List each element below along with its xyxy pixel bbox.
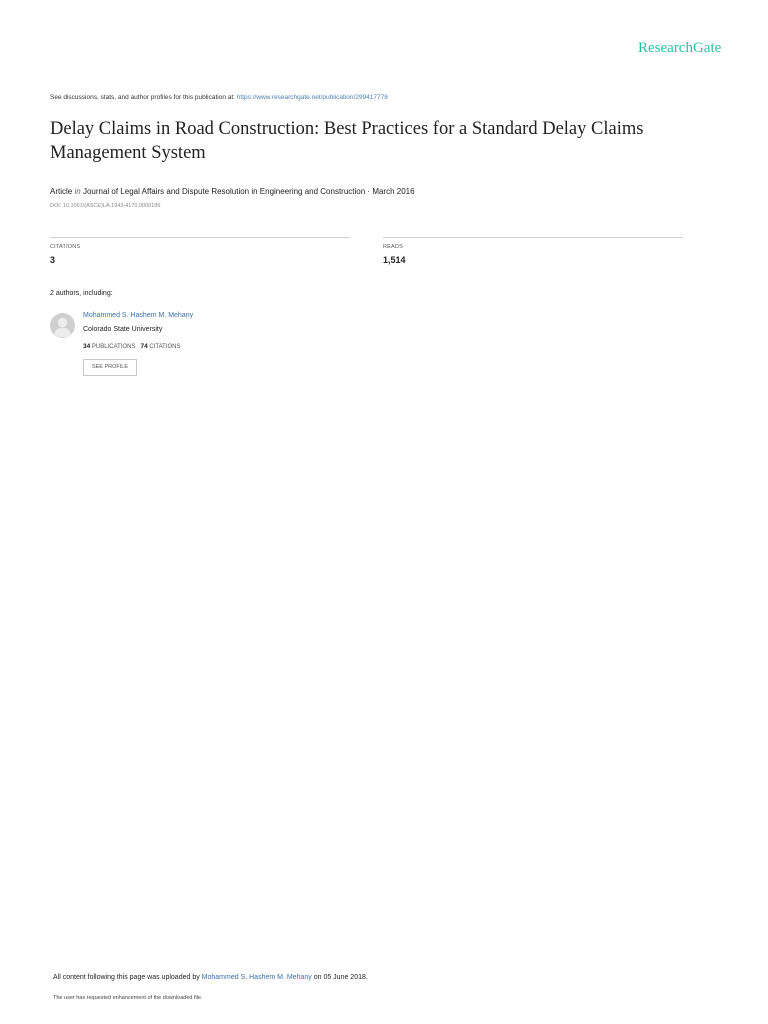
discussion-line <box>50 94 388 101</box>
see-profile-button[interactable]: SEE PROFILE <box>83 359 137 376</box>
author-avatar[interactable] <box>50 313 75 338</box>
upload-prefix: All content following this page was uploaded by <box>53 974 202 981</box>
reads-label: READS <box>383 244 403 250</box>
author-stats <box>83 343 181 350</box>
author-name-link[interactable]: Mohammed S. Hashem M. Mehany <box>83 312 194 319</box>
author-publications-label: PUBLICATIONS <box>91 344 136 350</box>
author-publications-count: 34 <box>83 343 91 350</box>
citations-value: 3 <box>50 255 56 265</box>
discussion-text: See discussions, stats, and author profiles for this publication at: <box>50 94 237 101</box>
article-type: Article <box>50 187 73 196</box>
citations-divider <box>50 237 350 238</box>
citations-label: CITATIONS <box>50 244 81 250</box>
authors-heading: 2 authors, including: <box>50 290 113 297</box>
publication-meta <box>50 187 415 196</box>
author-citations-label: CITATIONS <box>149 344 181 350</box>
person-icon <box>50 313 75 338</box>
in-word: in <box>74 187 81 196</box>
doi: DOI: 10.1061/(ASCE)LA.1943-4170.0000186 <box>50 203 161 209</box>
date-separator: · <box>365 187 373 196</box>
reads-divider <box>383 237 683 238</box>
publication-url-link[interactable]: https://www.researchgate.net/publication/299417778 <box>236 94 388 101</box>
journal-name: Journal of Legal Affairs and Dispute Resolution in Engineering and Construction <box>82 187 366 196</box>
uploader-link[interactable]: Mohammed S. Hashem M. Mehany <box>201 974 312 981</box>
publication-date: March 2016 <box>372 187 415 196</box>
publication-title: Delay Claims in Road Construction: Best Practices for a Standard Delay Claims Management System <box>50 119 644 163</box>
enhancement-note: The user has requested enhancement of the downloaded file. <box>53 995 203 1001</box>
reads-value: 1,514 <box>383 255 406 265</box>
upload-note <box>53 974 368 981</box>
upload-suffix: on 05 June 2018. <box>311 974 368 981</box>
author-institution: Colorado State University <box>83 326 163 333</box>
author-citations-count: 74 <box>140 343 148 350</box>
researchgate-logo[interactable]: ResearchGate <box>638 40 722 56</box>
